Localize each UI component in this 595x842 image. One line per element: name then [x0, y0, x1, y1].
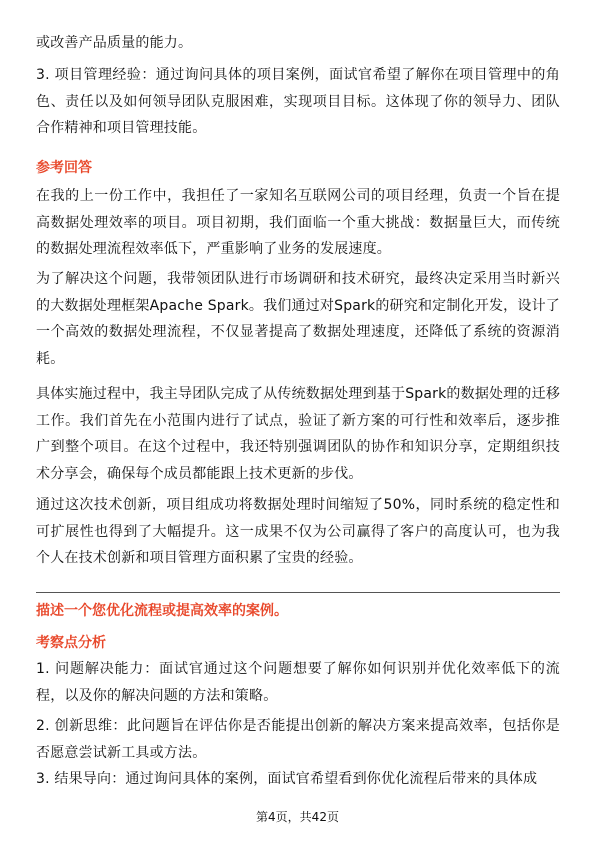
paragraph-project-management: 3. 项目管理经验：通过询问具体的项目案例，面试官希望了解你在项目管理中的角色、责任以及如何领导团队克服困难，实现项目目标。这体现了你的领导力、团队合作精神和项目管理技能。 — [36, 67, 560, 136]
analysis-point-3: 3. 结果导向：通过询问具体的案例，面试官希望看到你优化流程后带来的具体成 — [36, 771, 538, 787]
answer-paragraph-1: 在我的上一份工作中，我担任了一家知名互联网公司的项目经理，负责一个旨在提高数据处理效率的项目。项目初期，我们面临一个重大挑战：数据量巨大，而传统的数据处理流程效率低下，严重影响了业务的发展速度。 — [36, 188, 560, 257]
page-number-footer: 第4页，共42页 — [256, 810, 339, 824]
analysis-point-1: 1. 问题解决能力：面试官通过这个问题想要了解你如何识别并优化效率低下的流程，以及你的解决问题的方法和策略。 — [36, 661, 560, 704]
answer-paragraph-3: 具体实施过程中，我主导团队完成了从传统数据处理到基于Spark的数据处理的迁移工作。我们首先在小范围内进行了试点，验证了新方案的可行性和效率后，逐步推广到整个项目。在这个过程中，我还特别强调团队的协作和知识分享，定期组织技术分享会，确保每个成员都能跟上技术更新的步伐。 — [36, 386, 561, 482]
section-divider — [36, 592, 560, 593]
analysis-heading: 考察点分析 — [36, 635, 106, 651]
question-title: 描述一个您优化流程或提高效率的案例。 — [36, 603, 288, 619]
answer-heading: 参考回答 — [36, 160, 92, 176]
paragraph-continuation: 或改善产品质量的能力。 — [36, 35, 193, 51]
answer-paragraph-2: 为了解决这个问题，我带领团队进行市场调研和技术研究，最终决定采用当时新兴的大数据处理框架Apache Spark。我们通过对Spark的研究和定制化开发，设计了一个高效的数据处理流程，不仅显著提高了数据处理速度，还降低了系统的资源消耗。 — [36, 271, 560, 367]
answer-paragraph-4: 通过这次技术创新，项目组成功将数据处理时间缩短了50%，同时系统的稳定性和可扩展性也得到了大幅提升。这一成果不仅为公司赢得了客户的高度认可，也为我个人在技术创新和项目管理方面积累了宝贵的经验。 — [36, 497, 560, 566]
analysis-point-2: 2. 创新思维：此问题旨在评估你是否能提出创新的解决方案来提高效率，包括你是否愿意尝试新工具或方法。 — [36, 718, 560, 761]
